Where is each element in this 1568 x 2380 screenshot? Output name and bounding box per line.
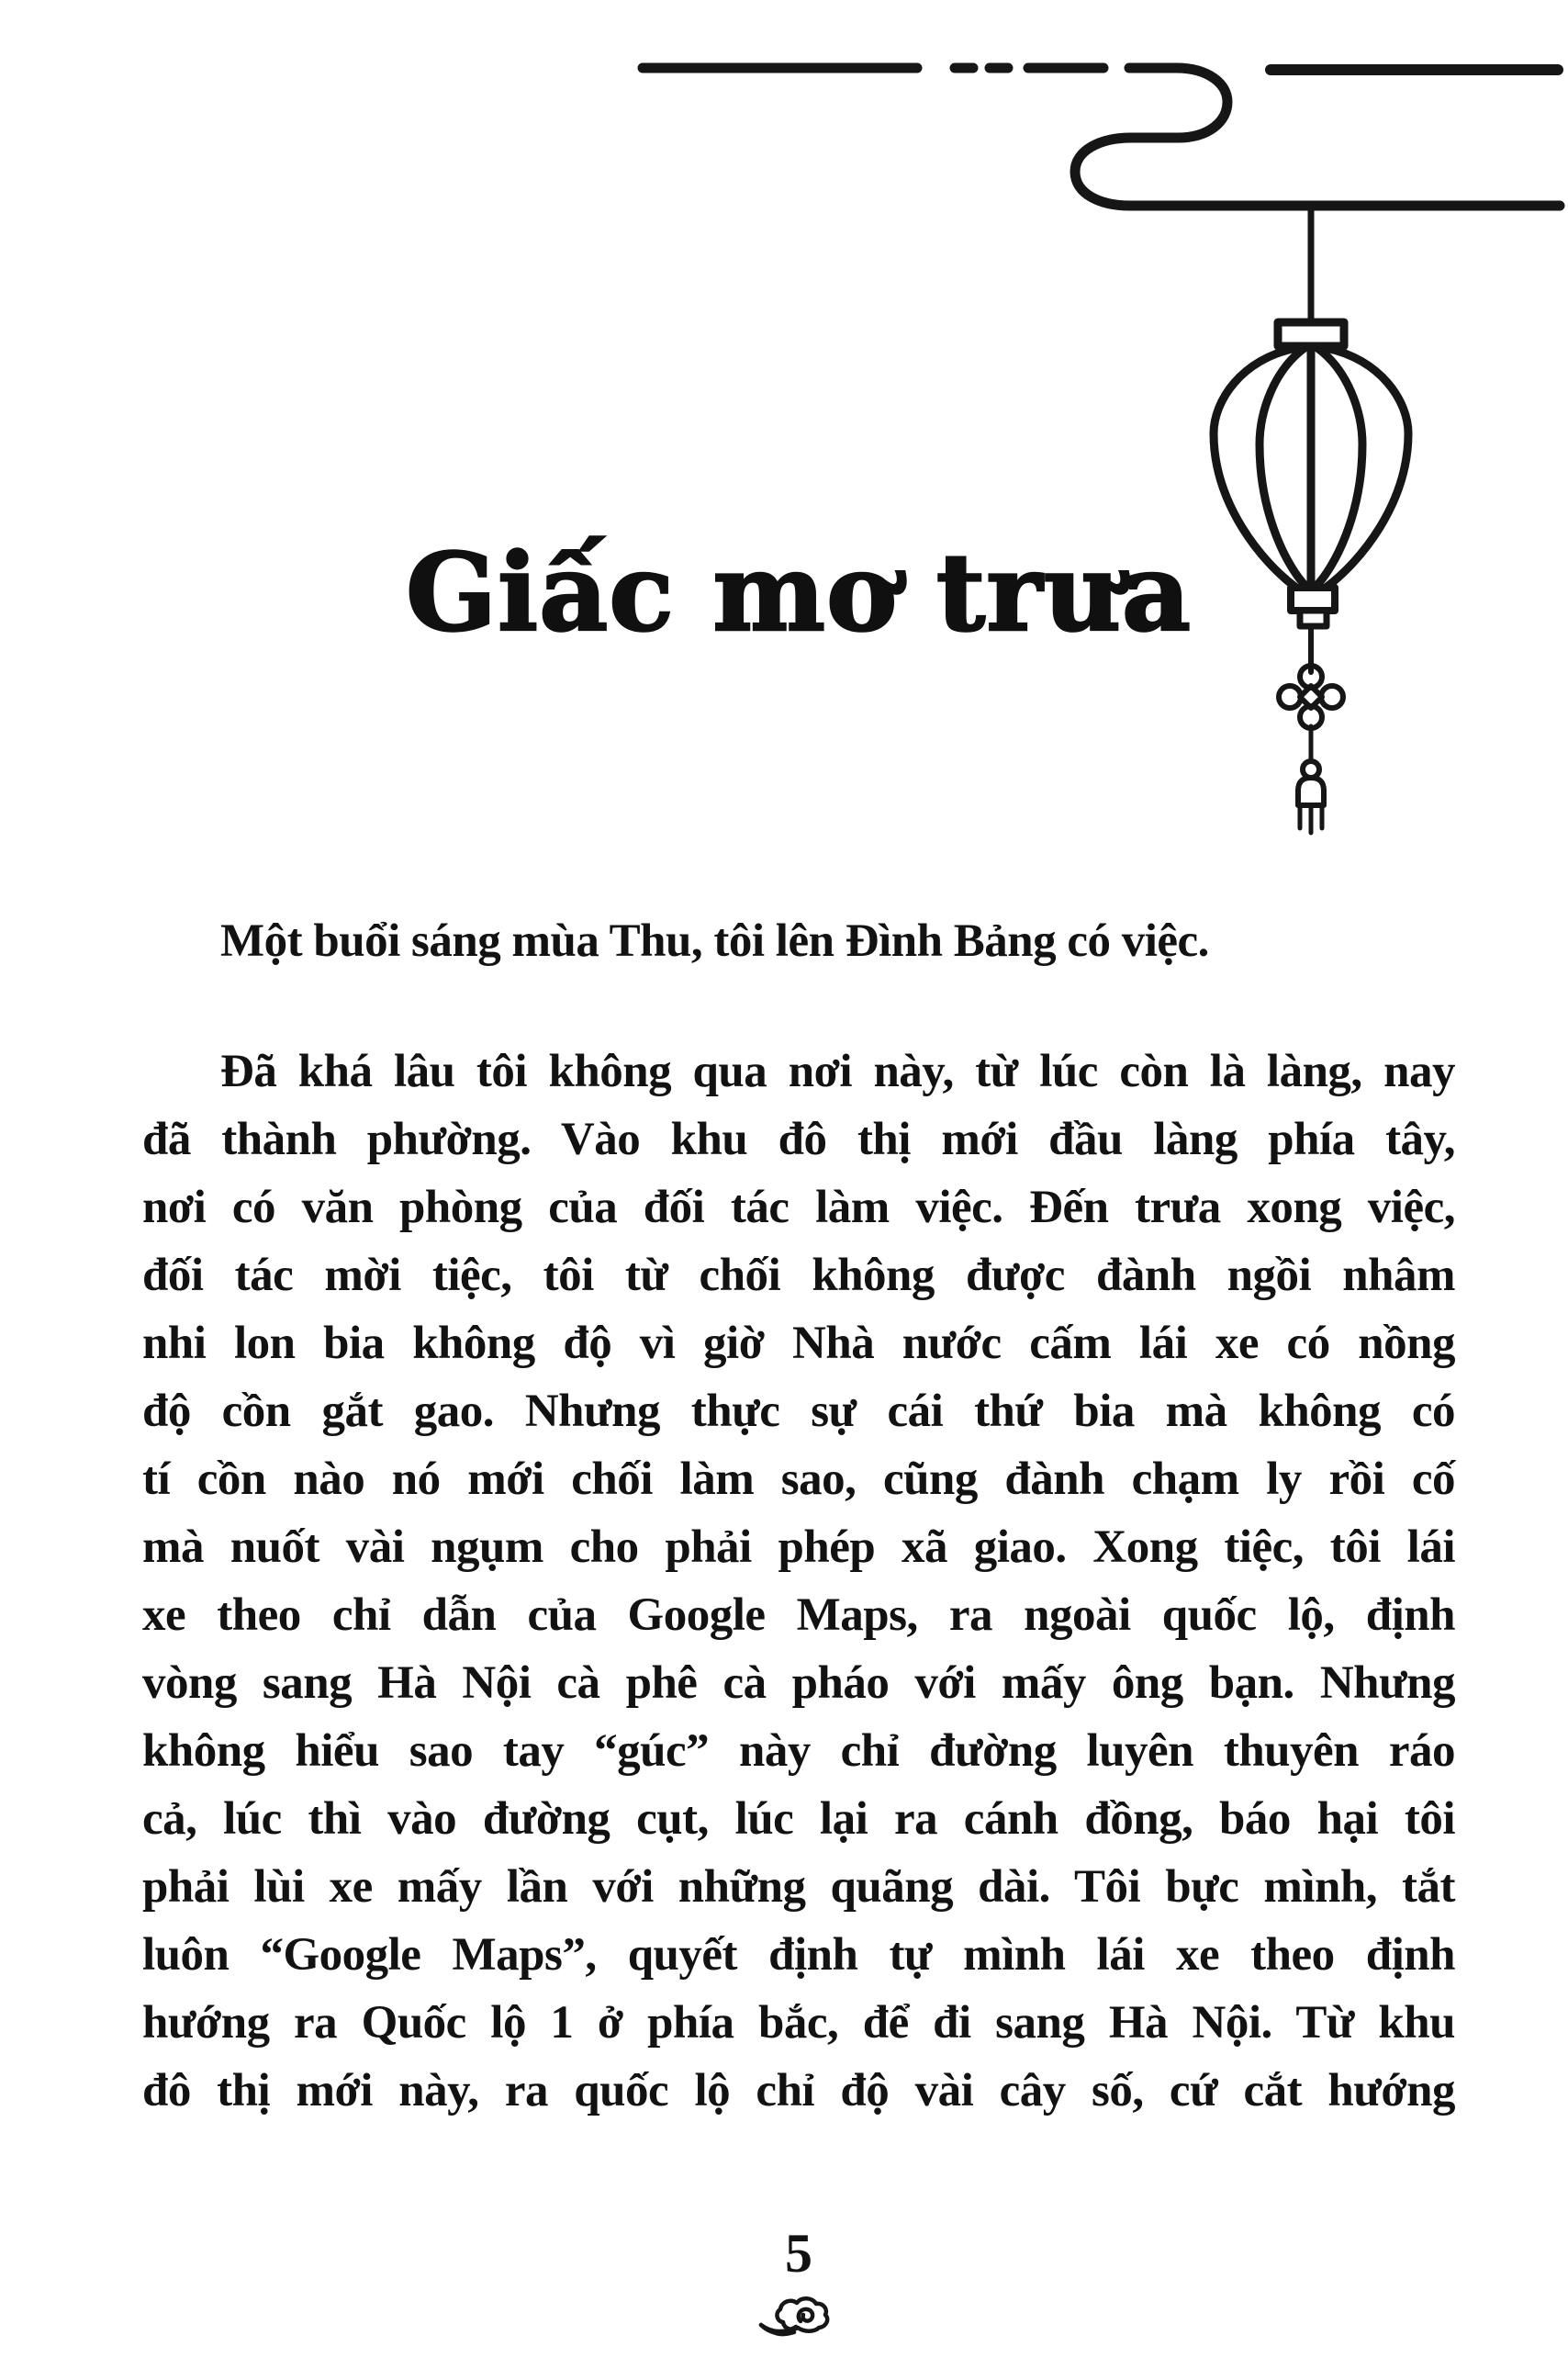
text-line: không hiểu sao tay “gúc” này chỉ đường luyên thuyên ráo bbox=[142, 1725, 1455, 1777]
text-line: đô thị mới này, ra quốc lộ chỉ độ vài cây số, cứ cắt hướng bbox=[142, 2065, 1455, 2116]
text-line: nhi lon bia không độ vì giờ Nhà nước cấm lái xe có nồng bbox=[142, 1318, 1455, 1369]
tassel-icon bbox=[1298, 726, 1324, 833]
text-line: nơi có văn phòng của đối tác làm việc. Đến trưa xong việc, bbox=[142, 1182, 1455, 1233]
text-line: xe theo chỉ dẫn của Google Maps, ra ngoài quốc lộ, định bbox=[142, 1589, 1455, 1641]
text-line: phải lùi xe mấy lần với những quãng dài. Tôi bực mình, tắt bbox=[142, 1861, 1455, 1913]
text-line: vòng sang Hà Nội cà phê cà pháo với mấy ông bạn. Nhưng bbox=[142, 1657, 1455, 1709]
text-line: tí cồn nào nó mới chối làm sao, cũng đành chạm ly rồi cố bbox=[142, 1454, 1455, 1505]
paragraph-1: Một buổi sáng mùa Thu, tôi lên Đình Bảng có việc. bbox=[220, 915, 1209, 967]
cloud-icon bbox=[754, 2288, 849, 2345]
cloud-scroll-curve bbox=[1075, 68, 1560, 206]
text-line: hướng ra Quốc lộ 1 ở phía bắc, để đi sang Hà Nội. Từ khu bbox=[142, 1997, 1455, 2049]
text-line: mà nuốt vài ngụm cho phải phép xã giao. Xong tiệc, tôi lái bbox=[142, 1521, 1455, 1573]
lantern-cap bbox=[1278, 322, 1344, 346]
chinese-knot-icon bbox=[1279, 666, 1343, 728]
text-line: đối tác mời tiệc, tôi từ chối không được đành ngồi nhâm bbox=[142, 1250, 1455, 1301]
text-line: cả, lúc thì vào đường cụt, lúc lại ra cánh đồng, báo hại tôi bbox=[142, 1793, 1455, 1845]
lantern-illustration bbox=[0, 0, 1568, 881]
paragraph-2 bbox=[142, 1038, 1455, 2125]
chapter-title: Giấc mơ trưa bbox=[405, 531, 1192, 656]
page-number: 5 bbox=[785, 2223, 812, 2284]
text-line: đã thành phường. Vào khu đô thị mới đầu làng phía tây, bbox=[142, 1114, 1455, 1165]
text-line: luôn “Google Maps”, quyết định tự mình lái xe theo định bbox=[142, 1929, 1455, 1981]
text-line: độ cồn gắt gao. Nhưng thực sự cái thứ bia mà không có bbox=[142, 1386, 1455, 1437]
text-line: Đã khá lâu tôi không qua nơi này, từ lúc còn là làng, nay bbox=[220, 1046, 1455, 1097]
